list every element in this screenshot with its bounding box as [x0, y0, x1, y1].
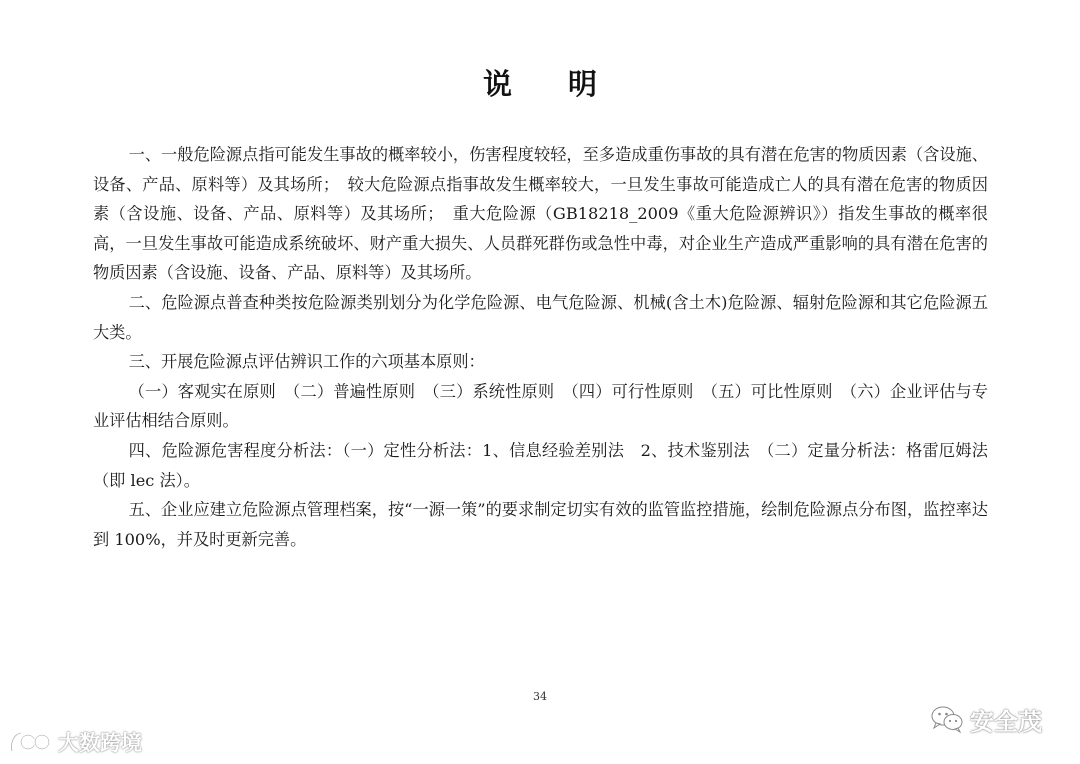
paragraph-1: 一、一般危险源点指可能发生事故的概率较小，伤害程度较轻，至多造成重伤事故的具有潜在危害的物质因素（含设施、设备、产品、原料等）及其场所； 较大危险源点指事故发生概率较大，一旦发生事故可能造成亡人的具有潜在危害的物质因素（含设施、设备、产品、原料等）及其场所； 重大危险源（GB18218_2009《重大危险源辨识》）指发生事故的概率很高，一旦发生事故可能造成系统破坏、财产重大损失、人员群死群伤或急性中毒，对企业生产造成严重影响的具有潜在危害的物质因素（含设施、设备、产品、原料等）及其场所。: [93, 145, 988, 283]
watermark-left-text: 大数跨境: [58, 731, 142, 755]
paragraph-5: 四、危险源危害程度分析法：（一）定性分析法：1、信息经验差别法 2、技术鉴别法 （二）定量分析法：格雷厄姆法（即 lec 法）。: [93, 440, 988, 490]
document-body: [93, 140, 988, 554]
paragraph-3: 三、开展危险源点评估辨识工作的六项基本原则：: [128, 352, 485, 372]
paragraph-4: （一）客观实在原则 （二）普遍性原则 （三）系统性原则 （四）可行性原则 （五）可比性原则 （六）企业评估与专业评估相结合原则。: [93, 381, 988, 431]
paragraph-2: 二、危险源点普查种类按危险源类别划分为化学危险源、电气危险源、机械(含土木)危险源、辐射危险源和其它危险源五大类。: [93, 292, 988, 342]
watermark-right: [930, 702, 1042, 736]
tencent-video-logo-icon: [8, 729, 54, 755]
page-number: 34: [533, 690, 547, 703]
paragraph-6: 五、企业应建立危险源点管理档案，按“一源一策”的要求制定切实有效的监管监控措施，绘制危险源点分布图，监控率达到 100%，并及时更新完善。: [93, 500, 988, 549]
wechat-icon: [930, 704, 964, 734]
title-char-1: 说: [482, 67, 512, 101]
watermark-left: [8, 728, 142, 756]
title-char-2: 明: [568, 67, 598, 101]
watermark-right-text: 安全茂: [970, 707, 1042, 736]
page-title: [0, 62, 1080, 103]
